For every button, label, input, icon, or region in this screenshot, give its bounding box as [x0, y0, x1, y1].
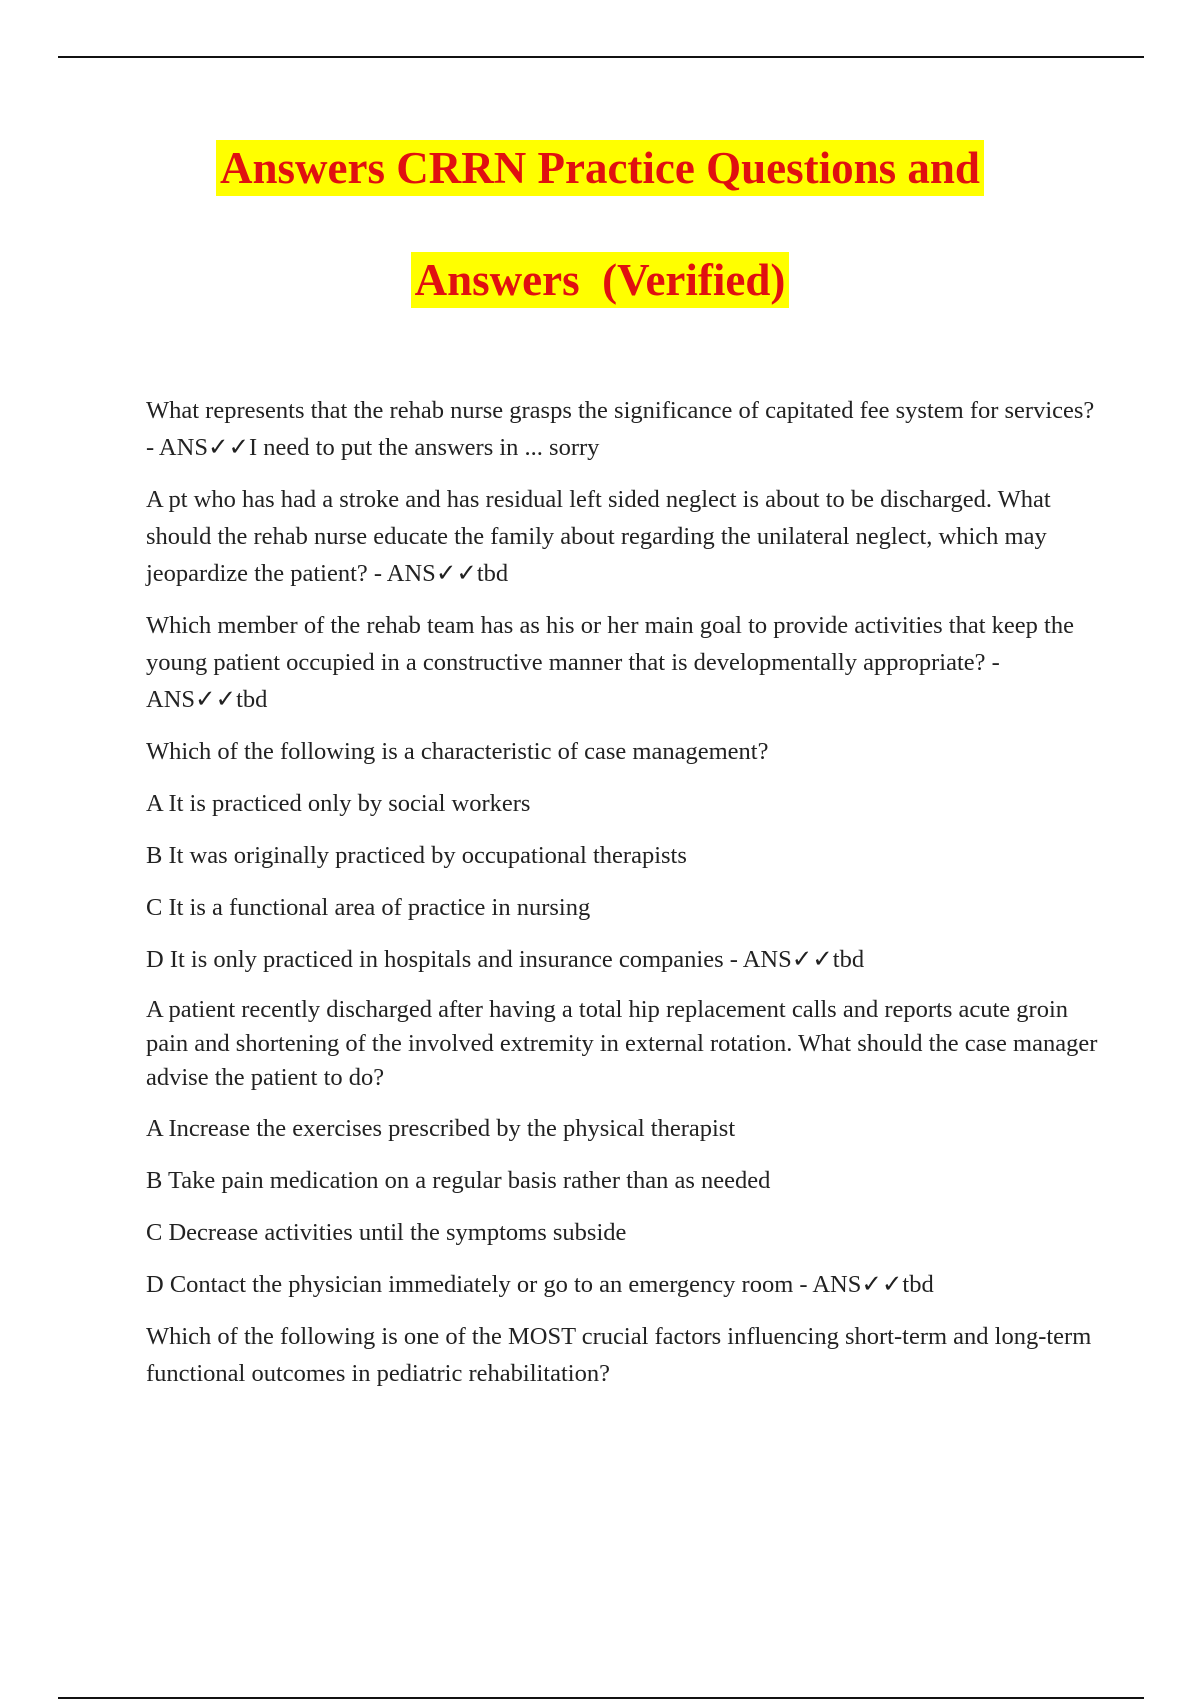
- option-a: A It is practiced only by social workers: [146, 790, 531, 817]
- option-d: D It is only practiced in hospitals and insurance companies - ANS✓✓tbd: [146, 946, 865, 973]
- option-b: B It was originally practiced by occupational therapists: [146, 842, 687, 869]
- question-pediatric-outcomes: Which of the following is one of the MOST crucial factors influencing short-term and long-term functional outcomes in pediatric rehabilitation?: [146, 1323, 1092, 1387]
- question-hip-replacement: A patient recently discharged after having a total hip replacement calls and reports acute groin pain and shortening of the involved extremity in external rotation. What should the case manager advise the patient to do?: [146, 996, 1098, 1091]
- document-title: [0, 140, 1200, 364]
- option-b: B Take pain medication on a regular basis rather than as needed: [146, 1167, 771, 1194]
- option-a: A Increase the exercises prescribed by the physical therapist: [146, 1115, 736, 1142]
- title-line-2: Answers (Verified): [411, 252, 790, 308]
- title-line-1: Answers CRRN Practice Questions and: [216, 140, 984, 196]
- option-d: D Contact the physician immediately or go to an emergency room - ANS✓✓tbd: [146, 1271, 934, 1298]
- footer-rule: [58, 1697, 1144, 1699]
- option-c: C It is a functional area of practice in nursing: [146, 894, 591, 921]
- question-capitated-fee: What represents that the rehab nurse grasps the significance of capitated fee system for services? - ANS✓✓I need to put the answers in ... sorry: [146, 397, 1095, 461]
- header-rule: [58, 56, 1144, 58]
- question-left-neglect: A pt who has had a stroke and has residual left sided neglect is about to be discharged. What should the rehab nurse educate the family about regarding the unilateral neglect, which may jeopardize the patient? - ANS✓✓tbd: [146, 486, 1051, 587]
- question-case-management: Which of the following is a characteristic of case management?: [146, 738, 769, 765]
- document-body: [146, 392, 1106, 1407]
- option-c: C Decrease activities until the symptoms subside: [146, 1219, 627, 1246]
- question-rehab-team-member: Which member of the rehab team has as his or her main goal to provide activities that keep the young patient occupied in a constructive manner that is developmentally appropriate? - ANS✓✓tbd: [146, 612, 1074, 713]
